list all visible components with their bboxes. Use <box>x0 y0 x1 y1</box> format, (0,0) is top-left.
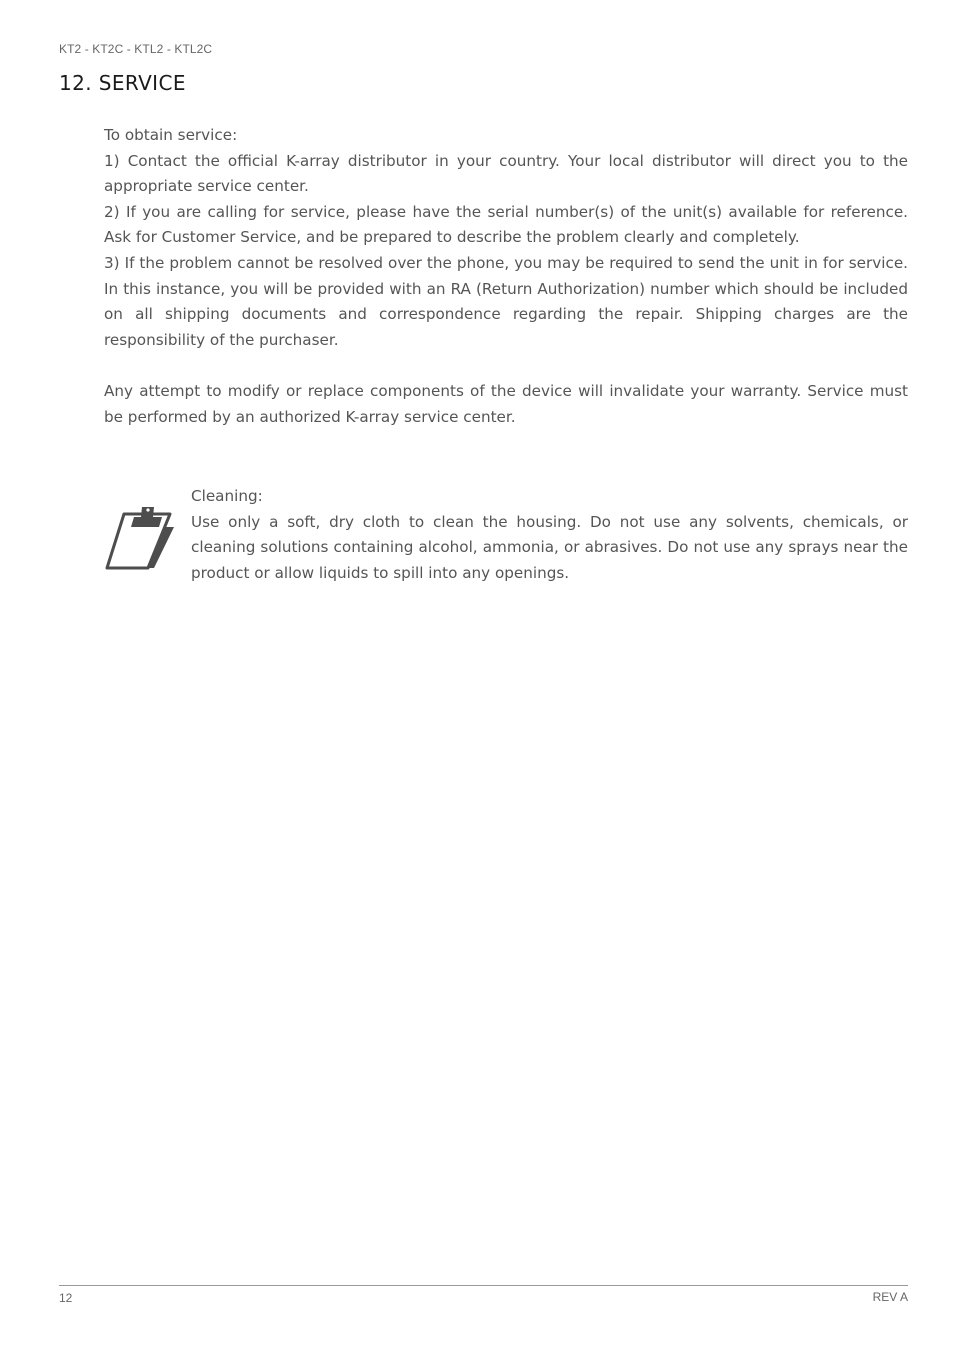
section-title: 12. SERVICE <box>59 71 186 95</box>
service-instructions <box>104 123 908 430</box>
service-step-1: 1) Contact the official K-array distributor in your country. Your local distributor will direct you to the appropriate service center. <box>104 151 908 196</box>
cleaning-section <box>191 484 908 586</box>
service-step-2: 2) If you are calling for service, please have the serial number(s) of the unit(s) available for reference. Ask for Customer Service, and be prepared to describe the problem clearly and completely. <box>104 202 908 247</box>
page-number: 12 <box>59 1291 73 1305</box>
service-step-3: 3) If the problem cannot be resolved over the phone, you may be required to send the unit in for service. In this instance, you will be provided with an RA (Return Authorization) number which should be included on all shipping documents and correspondence regarding the repair. Shipping charges are the responsibility of the purchaser. <box>104 253 908 349</box>
cleaning-heading: Cleaning: <box>191 487 263 505</box>
warranty-note: Any attempt to modify or replace components of the device will invalidate your warranty. Service must be performed by an authorized K-array service center. <box>104 381 908 426</box>
clipboard-icon <box>104 505 176 573</box>
running-header: KT2 - KT2C - KTL2 - KTL2C <box>59 42 213 56</box>
cleaning-text: Use only a soft, dry cloth to clean the housing. Do not use any solvents, chemicals, or cleaning solutions containing alcohol, ammonia, or abrasives. Do not use any sprays near the product or allow liquids to spill into any openings. <box>191 512 908 582</box>
revision-label: REV A <box>872 1290 908 1304</box>
service-intro: To obtain service: <box>104 126 238 144</box>
footer-divider <box>59 1285 908 1286</box>
